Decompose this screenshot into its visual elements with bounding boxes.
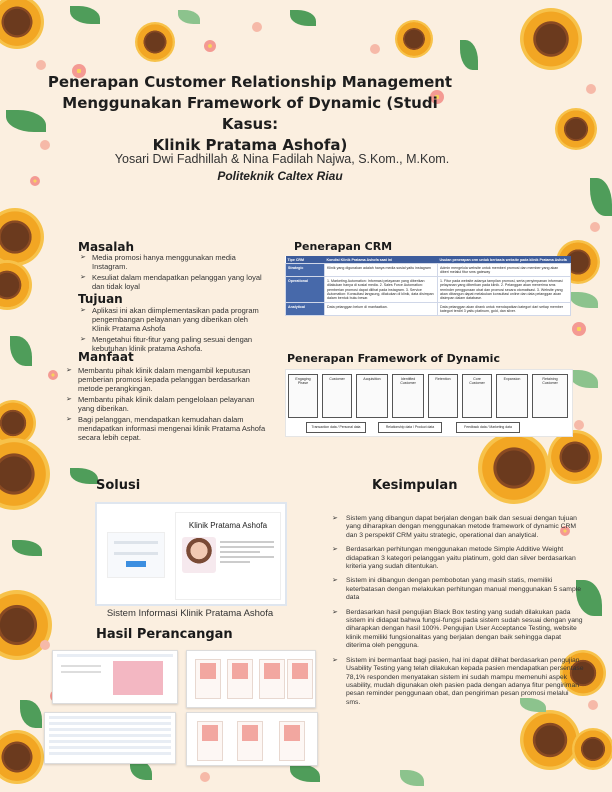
tujuan-list: [80, 306, 266, 355]
list-item: ➢ Berdasarkan perhitungan menggunakan metode Simple Additive Weight didapatkan 3 kategori pelanggan yaitu platinum, gold dan silver berdasarkan kriteria yang sudah ditentukan.: [332, 546, 584, 571]
list-item: ➢ Membantu pihak klinik dalam mengambil keputusan pemberian promosi kepada pelanggan berdasarkan metode perangkingan.: [66, 366, 266, 393]
leaf-decoration: [10, 336, 32, 366]
bubble-decoration: [586, 84, 596, 94]
table-row: [286, 264, 571, 277]
list-item: ➢ Media promosi hanya menggunakan media Instagram.: [80, 253, 264, 271]
bubble-decoration: [40, 640, 50, 650]
hasil-screenshot: [186, 712, 318, 766]
solusi-screenshot: [95, 502, 287, 606]
leaf-decoration: [400, 770, 424, 786]
list-item: ➢ Sistem ini bermanfaat bagi pasien, hal ini dapat dilihat berdasarkan pengujian Usability Testing yang telah dilakukan kepada pasien mendapatkan persentase 78,1% responden menyatakan sistem ini sudah mampu memenuhi aspek usability, mudah digunakan oleh pasien pada dengan adanya fitur pengiriman pesan reminder penggunaan obat, dan pengiriman pesan promosi melalui sms.: [332, 657, 584, 707]
sunflower-decoration: [0, 730, 44, 784]
framework-stage: Retention: [428, 374, 458, 418]
column-header: Usulan penerapan crm untuk berbasis website pada klinik Pratama Ashofa: [437, 256, 570, 264]
sunflower-decoration: [555, 108, 597, 150]
sunflower-decoration: [520, 8, 582, 70]
table-row: [286, 277, 571, 303]
table-header-row: [286, 256, 571, 264]
sunflower-decoration: [0, 208, 44, 266]
crm-table: [285, 256, 571, 316]
manfaat-list: [66, 366, 266, 444]
framework-stage: Identified Customer: [392, 374, 424, 418]
sunflower-decoration: [0, 438, 50, 510]
clinic-screen-mock: [175, 512, 281, 600]
pink-flower-decoration: [204, 40, 216, 52]
framework-diagram: [285, 369, 573, 437]
framework-stage: Acquisition: [356, 374, 388, 418]
list-item: ➢ Sistem yang dibangun dapat berjalan dengan baik dan sesuai dengan tujuan yang diharapkan dengan menggunakan metode framework of dynamic CRM dan 3 perspektif CRM yaitu strategic, operational dan analytical.: [332, 515, 584, 540]
leaf-decoration: [590, 178, 612, 216]
login-form-mock: [107, 532, 165, 578]
bubble-decoration: [252, 22, 262, 32]
sunflower-decoration: [478, 432, 550, 504]
tujuan-heading: Tujuan: [78, 292, 123, 306]
bubble-decoration: [574, 420, 584, 430]
kesimpulan-list: [332, 515, 584, 713]
penerapan-crm-heading: Penerapan CRM: [294, 240, 393, 253]
table-cell: Admin mengelola website untuk memberi promosi dan member yang akan diberi melalui fitur sms gateway: [437, 264, 570, 277]
framework-data-box: Relationship data / Product data: [378, 422, 442, 433]
masalah-list: [80, 253, 264, 293]
leaf-decoration: [178, 10, 200, 24]
framework-data-box: Feedback data / Marketing data: [456, 422, 520, 433]
authors: Yosari Dwi Fadhillah & Nina Fadilah Najwa, S.Kom., M.Kom.: [114, 152, 450, 166]
leaf-decoration: [570, 370, 598, 388]
pink-flower-decoration: [30, 176, 40, 186]
screen-title: Klinik Pratama Ashofa: [188, 521, 268, 530]
table-cell: Klinik yang digunakan adalah hanya media sosial yaitu instagram: [325, 264, 438, 277]
list-item: ➢ Berdasarkan hasil pengujian Black Box testing yang sudah dilakukan pada sistem ini didapat bahwa fungsi-fungsi pada sistem sudah sesuai dengan yang diharapkan dengan hasil 100%. Pengujian User Acceptance Testing, website klinik memiliki fungsionalitas yang berjalan dengan baik sehingga dapat diterima oleh pengguna.: [332, 609, 584, 651]
masalah-heading: Masalah: [78, 240, 135, 254]
leaf-decoration: [12, 540, 42, 556]
bubble-decoration: [370, 44, 380, 54]
leaf-decoration: [460, 40, 478, 70]
pink-flower-decoration: [572, 322, 586, 336]
hasil-screenshot: [44, 712, 176, 764]
table-row: [286, 303, 571, 316]
column-header: Tipe CRM: [286, 256, 325, 264]
sunflower-decoration: [0, 260, 32, 310]
framework-stage: Retaining Customer: [532, 374, 568, 418]
sunflower-decoration: [395, 20, 433, 58]
framework-stage: Customer: [322, 374, 352, 418]
solusi-caption: Sistem Informasi Klinik Pratama Ashofa: [106, 608, 274, 619]
bubble-decoration: [590, 222, 600, 232]
list-item: ➢ Membantu pihak klinik dalam pengelolaan pelayanan yang diberikan.: [66, 395, 266, 413]
row-label: Strategic: [286, 264, 325, 277]
sunflower-decoration: [135, 22, 175, 62]
manfaat-heading: Manfaat: [78, 350, 134, 364]
sunflower-decoration: [520, 710, 580, 770]
column-header: Kondisi Klinik Pratama Ashofa saat ini: [325, 256, 438, 264]
row-label: Operational: [286, 277, 325, 303]
institution: Politeknik Caltex Riau: [217, 169, 343, 183]
bubble-decoration: [36, 60, 46, 70]
framework-stage: Expansion: [496, 374, 528, 418]
table-cell: Data pelanggan akan dirank untuk mendapatkan kategori dari setiap member kategori terdiri 3 yaitu platinum, gold, dan silver.: [437, 303, 570, 316]
framework-stage: Engaging Phase: [288, 374, 318, 418]
leaf-decoration: [570, 292, 598, 308]
leaf-decoration: [290, 10, 316, 26]
table-cell: Data pelanggan belum di manfaatkan.: [325, 303, 438, 316]
framework-heading: Penerapan Framework of Dynamic: [287, 352, 500, 365]
framework-stage: Core Customer: [462, 374, 492, 418]
hasil-screenshot: [186, 650, 316, 708]
leaf-decoration: [70, 468, 98, 484]
bubble-decoration: [200, 772, 210, 782]
leaf-decoration: [290, 764, 320, 782]
sunflower-decoration: [0, 0, 44, 49]
bubble-decoration: [588, 700, 598, 710]
title-line-2: Menggunakan Framework of Dynamic (Studi Kasus:: [62, 94, 438, 133]
sunflower-decoration: [548, 430, 602, 484]
poster-title: [40, 72, 460, 156]
table-cell: 1. Fitur pada website adanya tampilan promosi, serta penyimpanan informasi pelayanan yang diberikan pada klinik. 2. Pelanggan akan menerima sms reminder penggunaan obat dan promosi secara otomatisasi. 3. Website yang akan dibangun dapat melakukan konsultasi online dan data pelanggan akan disimpan dalam database.: [437, 277, 570, 303]
list-item: ➢ Sistem ini dibangun dengan pembobotan yang masih statis, memiliki keterbatasan dengan melakukan perhitungan manual menggunakan 5 sample data: [332, 577, 584, 602]
framework-data-box: Transaction data / Personal data: [306, 422, 366, 433]
hasil-heading: Hasil Perancangan: [96, 627, 233, 642]
list-item: ➢ Mengetahui fitur-fitur yang paling sesuai dengan kebutuhan klinik pratama Ashofa.: [80, 335, 266, 353]
hasil-screenshot: [52, 650, 178, 704]
list-item: ➢ Bagi pelanggan, mendapatkan kemudahan dalam mendapatkan informasi mengenai klinik Pratama Ashofa secara lebih cepat.: [66, 415, 266, 442]
row-label: Analytical: [286, 303, 325, 316]
list-item: ➢ Aplikasi ini akan diimplementasikan pada program pengembangan pelayanan yang diberikan oleh Klinik Pratama Ashofa: [80, 306, 266, 333]
kesimpulan-heading: Kesimpulan: [372, 478, 458, 493]
table-cell: 1. Marketing Automation: Informasi pelayanan yang diberikan dilakukan hanya di sosial media. 2. Sales Force Automation: pemberian promosi dapat dilihat pada instagram. 3. Service Automation: Konsultasi langsung, dilakukan di klinik, data disimpan dalam bentuk buku besar.: [325, 277, 438, 303]
sunflower-decoration: [572, 728, 612, 770]
pink-flower-decoration: [48, 370, 58, 380]
list-item: ➢ Kesuliat dalam mendapatkan pelanggan yang loyal dan tidak loyal: [80, 273, 264, 291]
title-line-3: Klinik Pratama Ashofa): [152, 136, 348, 154]
doctor-image: [182, 537, 216, 573]
title-line-1: Penerapan Customer Relationship Management: [47, 73, 453, 91]
leaf-decoration: [20, 700, 42, 728]
leaf-decoration: [70, 6, 100, 24]
solusi-heading: Solusi: [96, 478, 141, 493]
